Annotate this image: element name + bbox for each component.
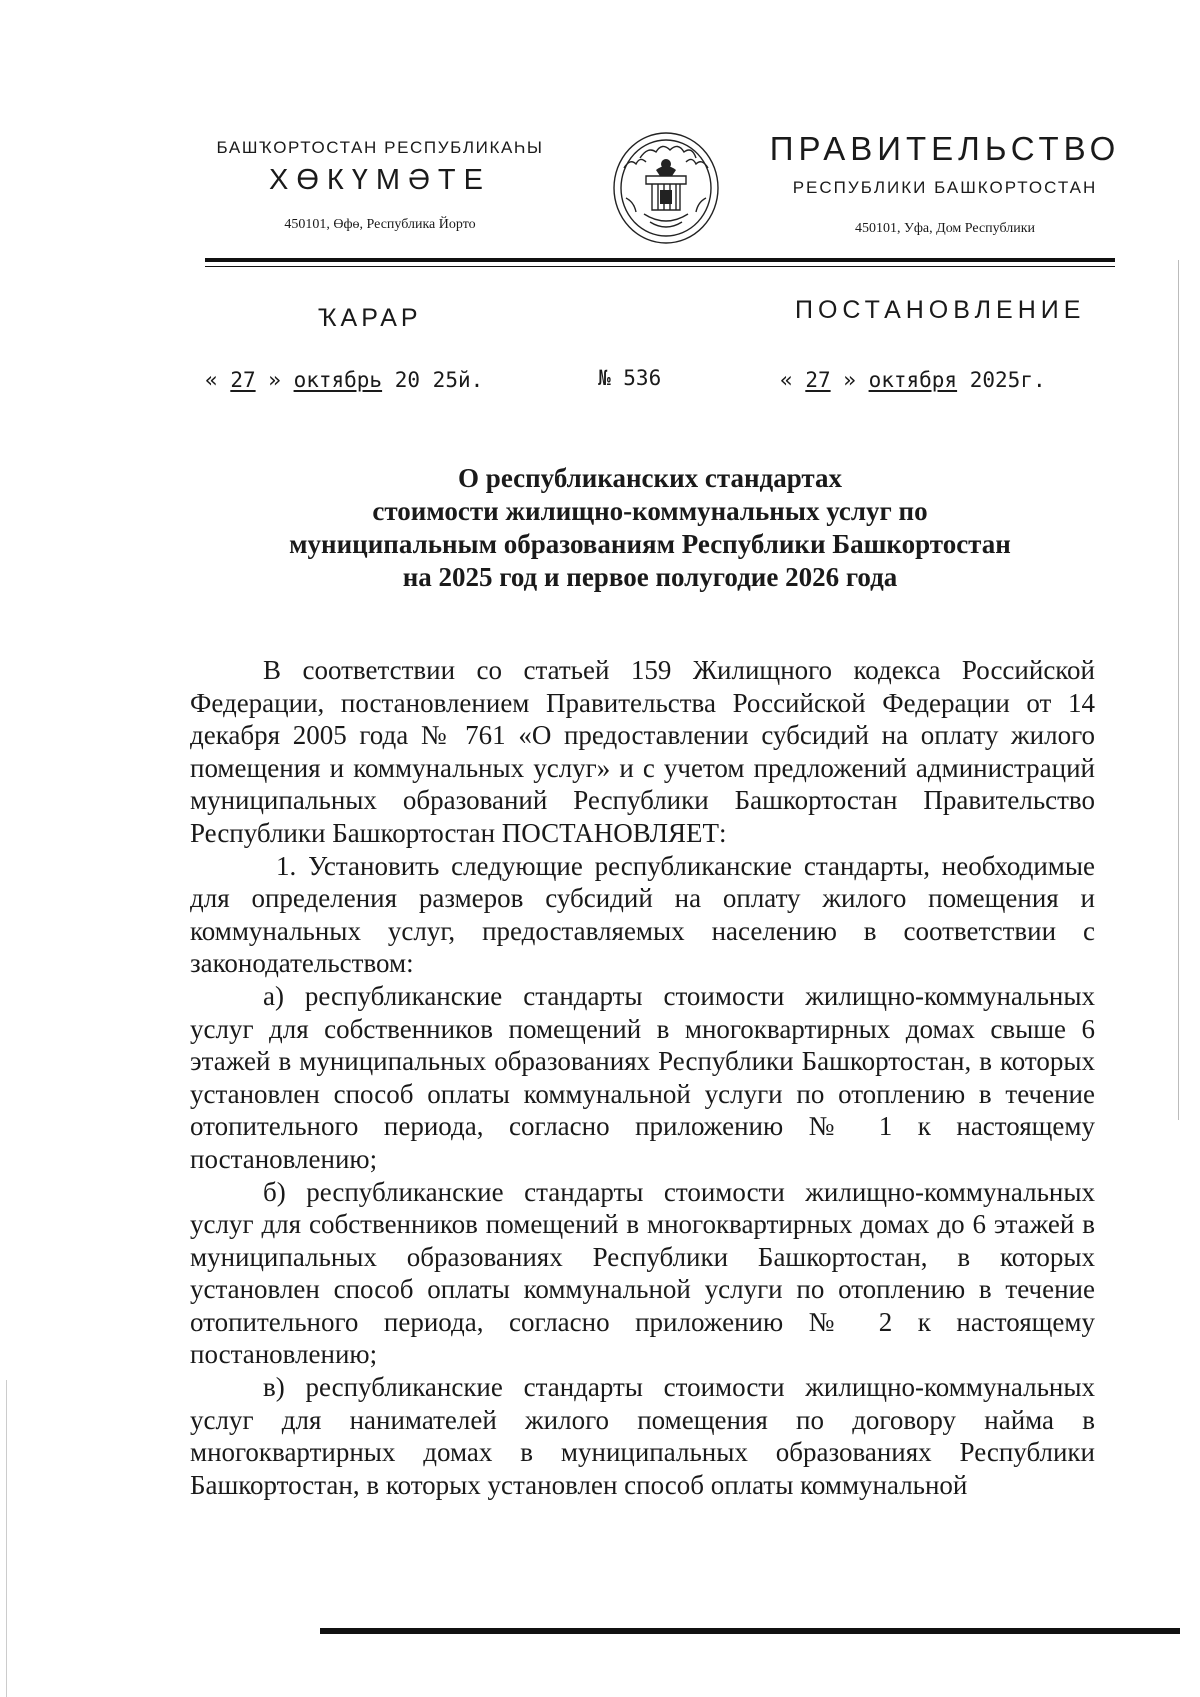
coat-of-arms-emblem-icon bbox=[610, 128, 722, 246]
date-left-year: 20 25й. bbox=[394, 368, 484, 392]
right-org-line1: ПРАВИТЕЛЬСТВО bbox=[769, 130, 1121, 167]
left-org-line2: ХӨКҮМӘТЕ bbox=[269, 164, 491, 196]
subitem-a-paragraph: а) республиканские стандарты стоимости жилищно-коммунальных услуг для собственников помещений в многоквартирных домах свыше 6 этажей в муниципальных образованиях Республики Башкортостан, в которых установлен способ оплаты коммунальной услуги по отоплению в течение отопительного периода, согласно приложению № 1 к настоящему постановлению; bbox=[190, 980, 1095, 1174]
left-address: 450101, Өфө, Республика Йорто bbox=[284, 217, 476, 232]
date-left-open: « bbox=[205, 368, 218, 392]
document-title bbox=[180, 462, 1120, 594]
doc-kind-left: ҠАРАР bbox=[318, 304, 422, 332]
date-right-open: « bbox=[780, 368, 793, 392]
date-right-day: 27 bbox=[805, 368, 831, 392]
title-line: стоимости жилищно-коммунальных услуг по bbox=[372, 496, 928, 526]
date-left-day: 27 bbox=[230, 368, 256, 392]
document-body bbox=[190, 654, 1095, 1501]
intro-paragraph: В соответствии со статьей 159 Жилищного кодекса Российской Федерации, постановлением Правительства Российской Федерации от 14 декабря 2005 года № 761 «О предоставлении субсидий на оплату жилого помещения и коммунальных услуг» и с учетом предложений администраций муниципальных образований Республики Башкортостан Правительство Республики Башкортостан ПОСТАНОВЛЯЕТ: bbox=[190, 655, 1095, 848]
right-address: 450101, Уфа, Дом Республики bbox=[854, 221, 1036, 236]
date-right-month: октября bbox=[868, 368, 958, 392]
right-org-line2: РЕСПУБЛИКИ БАШКОРТОСТАН bbox=[792, 178, 1098, 197]
scan-bottom-bar bbox=[320, 1628, 1180, 1634]
right-org-header bbox=[760, 130, 1130, 237]
date-left bbox=[205, 368, 483, 392]
title-line: на 2025 год и первое полугодие 2026 года bbox=[402, 562, 898, 592]
scan-edge-line bbox=[6, 1380, 7, 1697]
title-line: О республиканских стандартах bbox=[458, 463, 842, 493]
item-1-paragraph: 1. Установить следующие республиканские стандарты, необходимые для определения размеров субсидий на оплату жилого помещения и коммунальных услуг, предоставляемых населению в соответствии с законодательством: bbox=[190, 850, 1095, 979]
header-rule-thin bbox=[205, 266, 1115, 267]
left-org-line1: БАШҠОРТОСТАН РЕСПУБЛИКАҺЫ bbox=[216, 138, 544, 157]
doc-number: № 536 bbox=[598, 366, 662, 390]
left-org-header bbox=[190, 138, 570, 233]
subitem-b-paragraph: б) республиканские стандарты стоимости жилищно-коммунальных услуг для собственников помещений в многоквартирных домах до 6 этажей в муниципальных образованиях Республики Башкортостан, в которых установлен способ оплаты коммунальной услуги по отоплению в течение отопительного периода, согласно приложению № 2 к настоящему постановлению; bbox=[190, 1176, 1095, 1370]
date-right-year: 2025г. bbox=[969, 368, 1046, 392]
date-left-month: октябрь bbox=[293, 368, 383, 392]
doc-kind-right: ПОСТАНОВЛЕНИЕ bbox=[795, 296, 1086, 324]
subitem-c-paragraph: в) республиканские стандарты стоимости жилищно-коммунальных услуг для нанимателей жилого помещения по договору найма в многоквартирных домах в муниципальных образованиях Республики Башкортостан, в которых установлен способ оплаты коммунальной bbox=[190, 1372, 1095, 1500]
date-left-close: » bbox=[268, 368, 281, 392]
header-rule-thick bbox=[205, 258, 1115, 262]
title-line: муниципальным образованиям Республики Башкортостан bbox=[289, 529, 1011, 559]
scan-edge-line bbox=[1178, 260, 1179, 1120]
date-right bbox=[780, 368, 1046, 392]
date-right-close: » bbox=[843, 368, 856, 392]
